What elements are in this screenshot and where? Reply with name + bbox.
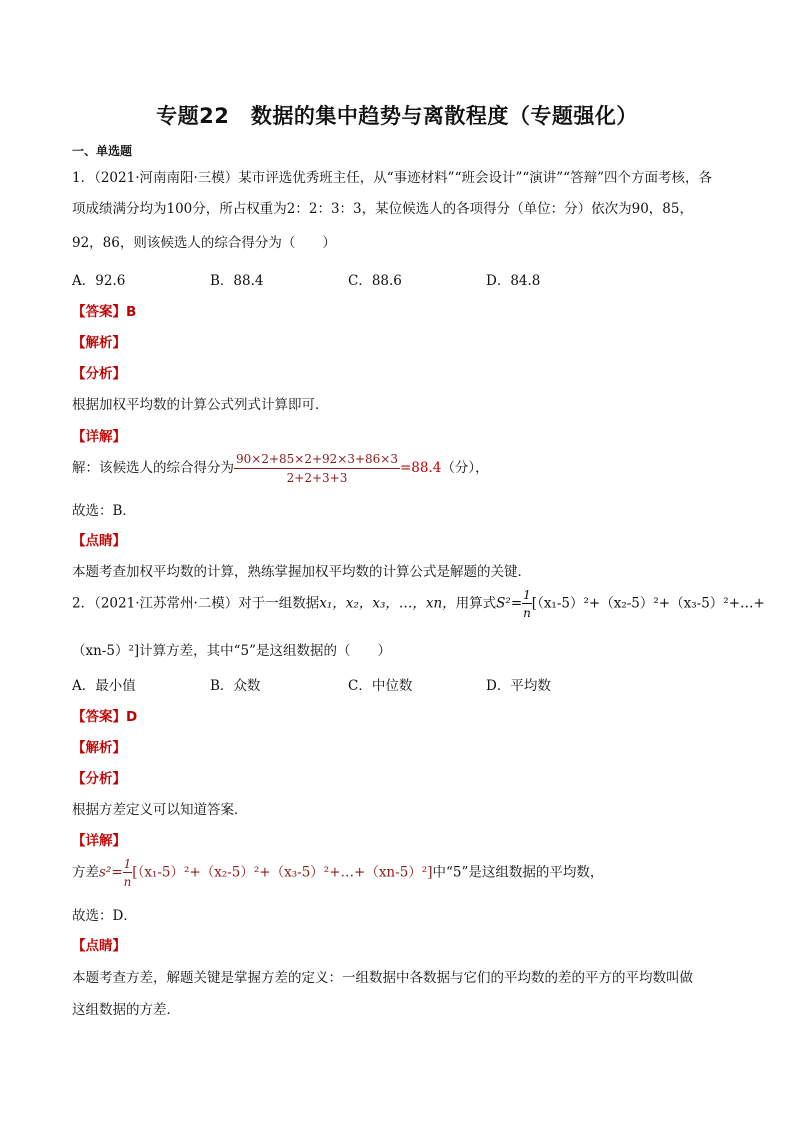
q1-fenxi-heading: 【分析】 — [72, 366, 126, 382]
q2-comment-line1: 本题考查方差，解题关键是掌握方差的定义：一组数据中各数据与它们的平均数的差的平方的平均数叫做 — [72, 970, 693, 986]
q1-option-d: D．84.8 — [486, 273, 541, 289]
q1-detail-result: =88.4 — [400, 460, 442, 476]
q2-detail-prefix: 方差 — [72, 864, 99, 881]
q2-detail-fraction-numerator: 1 — [123, 857, 132, 871]
q2-s-squared: S²= — [496, 595, 523, 612]
q2-answer: 【答案】D — [72, 709, 138, 725]
q2-text-line1 — [72, 588, 765, 620]
q1-option-c: C．88.6 — [348, 273, 402, 289]
q1-detail-suffix: （分）， — [441, 460, 489, 476]
q2-detail-suffix: 中“5”是这组数据的平均数， — [432, 864, 604, 881]
q1-text-line2: 项成绩满分均为100分，所占权重为2：2：3：3，某位候选人的各项得分（单位：分）依次为90，85， — [72, 201, 693, 217]
q2-detail-heading: 【详解】 — [72, 833, 126, 849]
q1-analysis-heading: 【解析】 — [72, 335, 126, 351]
q1-weighted-fraction — [234, 452, 400, 485]
q1-fraction-denominator: 2+2+3+3 — [286, 471, 348, 485]
q1-text-line1: 1．（2021·河南南阳·三模）某市评选优秀班主任，从“事迹材料”“班会设计”“演讲”“答辩”四个方面考核，各 — [72, 170, 712, 186]
q1-option-a: A．92.6 — [72, 273, 126, 289]
q1-comment-text: 本题考查加权平均数的计算，熟练掌握加权平均数的计算公式是解题的关键． — [72, 564, 531, 580]
q2-detail-fraction-denominator: n — [123, 875, 132, 889]
q2-formula: [（x₁-5）²+（x₂-5）²+（x₃-5）²+…+ — [531, 595, 765, 612]
q1-answer: 【答案】B — [72, 304, 137, 320]
q1-fenxi-text: 根据加权平均数的计算公式列式计算即可． — [72, 397, 329, 413]
q2-detail-formula: [（x₁-5）²+（x₂-5）²+（x₃-5）²+…+（xn-5）²] — [132, 864, 433, 881]
page-title: 专题22 数据的集中趋势与离散程度（专题强化） — [156, 104, 638, 128]
q2-one-over-n — [522, 588, 532, 620]
q2-mid: 用算式 — [455, 595, 497, 612]
q2-fenxi-text: 根据方差定义可以知道答案． — [72, 802, 248, 818]
q1-option-b: B．88.4 — [210, 273, 264, 289]
q2-conclusion: 故选：D． — [72, 908, 137, 924]
q1-comment-heading: 【点睛】 — [72, 533, 126, 549]
q1-detail-prefix: 解：该候选人的综合得分为 — [72, 460, 234, 476]
q1-detail-heading: 【详解】 — [72, 429, 126, 445]
q2-text-line2: （xn-5）²]计算方差，其中“5”是这组数据的（ ） — [72, 643, 392, 659]
q2-fenxi-heading: 【分析】 — [72, 771, 126, 787]
q2-detail-line — [72, 857, 603, 889]
q2-comment-line2: 这组数据的方差． — [72, 1002, 180, 1018]
q2-option-b: B．众数 — [210, 678, 261, 694]
q1-fraction-numerator: 90×2+85×2+92×3+86×3 — [234, 452, 400, 469]
q2-option-d: D．平均数 — [486, 678, 551, 694]
q1-conclusion: 故选：B． — [72, 503, 136, 519]
q1-detail-line — [72, 452, 489, 485]
q1-options — [72, 269, 624, 289]
q2-variables: x₁，x₂，x₃，…，xn， — [319, 595, 456, 612]
q1-text-line3: 92，86，则该候选人的综合得分为（ ） — [72, 235, 336, 251]
q2-options — [72, 674, 624, 694]
q2-fraction-numerator: 1 — [523, 588, 531, 602]
section-heading: 一、单选题 — [72, 144, 133, 158]
q2-analysis-heading: 【解析】 — [72, 740, 126, 756]
q2-comment-heading: 【点睛】 — [72, 938, 126, 954]
q2-option-c: C．中位数 — [348, 678, 413, 694]
q2-detail-one-over-n — [123, 857, 133, 889]
q2-prefix: 2．（2021·江苏常州·二模）对于一组数据 — [72, 595, 320, 612]
q2-option-a: A．最小值 — [72, 678, 136, 694]
q2-detail-s-squared: s²= — [99, 864, 123, 881]
q2-fraction-denominator: n — [523, 606, 531, 620]
